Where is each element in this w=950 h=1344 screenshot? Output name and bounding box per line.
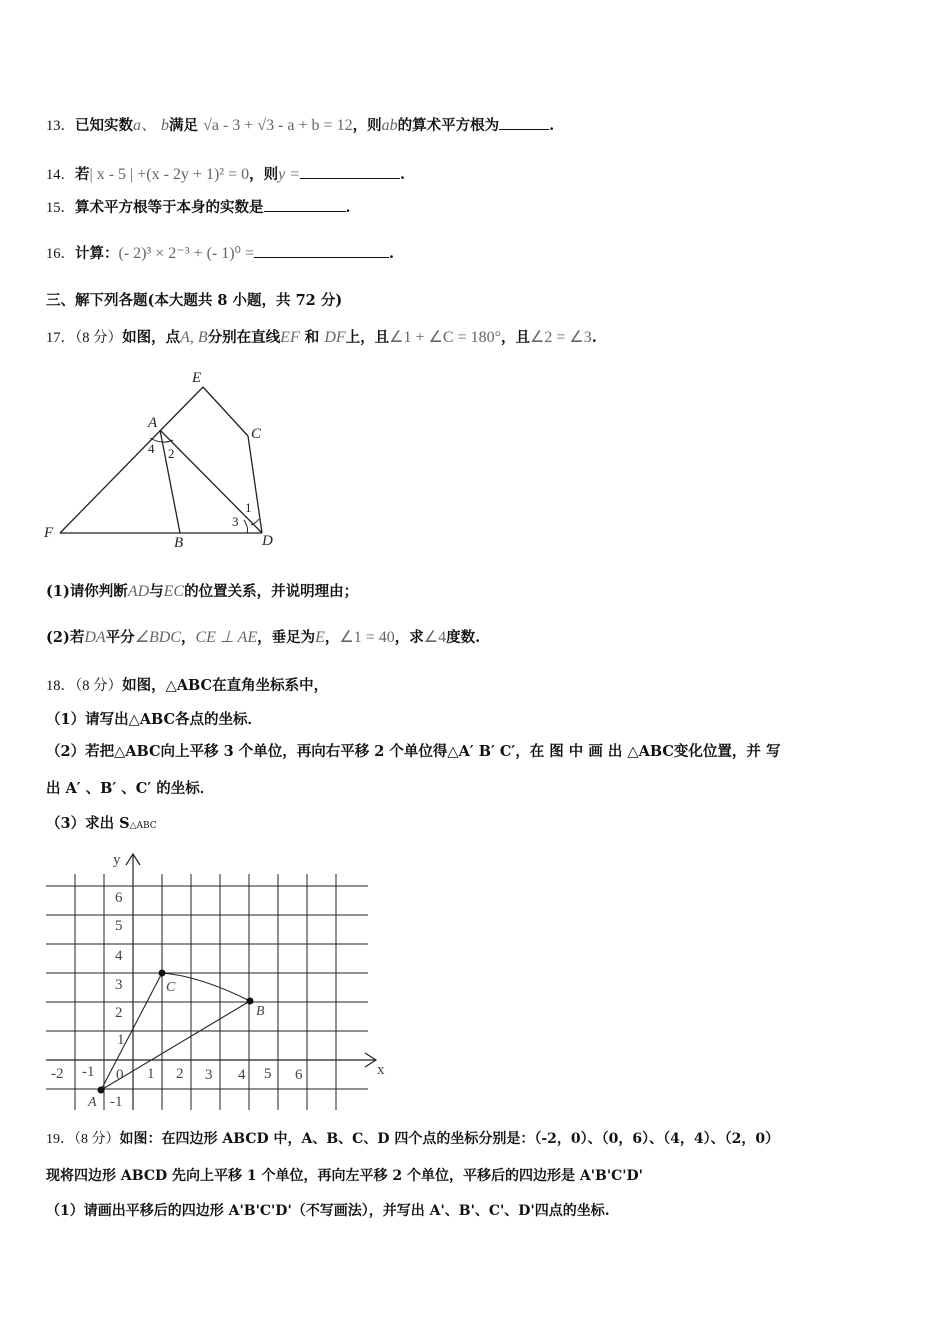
y-tick-4: 4 [115, 948, 123, 964]
coordinate-grid [40, 848, 400, 1113]
x-axis-label: x [377, 1062, 385, 1078]
angle-2: 2 [168, 446, 175, 461]
line-ec [203, 387, 248, 436]
q18-part2: （2）若把△ABC向上平移 3 个单位，再向右平移 2 个单位得△A′ B′ C′，在 图 中 画 出 △ABC变化位置，并 写 [46, 743, 781, 760]
q18-part3: （3）求出 S△ABC [46, 815, 157, 832]
line-ad [160, 430, 262, 533]
answer-blank[interactable] [254, 243, 389, 258]
label-E: E [192, 370, 202, 386]
q17-figure [40, 365, 290, 555]
x-tick-0: 0 [116, 1067, 124, 1083]
label-point-B: B [256, 1004, 265, 1019]
question-14: 14．若| x - 5 | +(x - 2y + 1)² = 0，则y = . [46, 166, 406, 183]
point-A [98, 1087, 105, 1094]
y-tick-5: 5 [115, 918, 123, 934]
answer-blank[interactable] [499, 115, 549, 130]
y-tick-1: 1 [117, 1032, 125, 1048]
q19-line2: 现将四边形 ABCD 先向上平移 1 个单位，再向左平移 2 个单位，平移后的四边形是 A'B'C'D' [46, 1168, 643, 1184]
section-heading: 三、解下列各题(本大题共 8 小题，共 72 分) [46, 292, 343, 309]
label-A: A [148, 415, 158, 431]
question-16: 16．计算：(- 2)³ × 2⁻³ + (- 1)⁰ = . [46, 245, 395, 262]
x-tick-neg2: -2 [51, 1066, 64, 1082]
q19-part1: （1）请画出平移后的四边形 A'B'C'D'（不写画法），并写出 A'、B'、C'、D'四点的坐标. [46, 1203, 610, 1219]
q17-part2: (2)若DA平分∠BDC，CE ⊥ AE，垂足为E，∠1 = 40，求∠4度数. [46, 629, 481, 646]
x-tick-6: 6 [295, 1067, 303, 1083]
x-tick-2: 2 [176, 1066, 184, 1082]
y-axis-label: y [113, 852, 121, 868]
answer-blank[interactable] [264, 197, 346, 212]
answer-blank[interactable] [300, 164, 400, 179]
line-cd [248, 436, 262, 533]
angle-4: 4 [148, 441, 155, 456]
label-C: C [251, 426, 262, 442]
x-tick-4: 4 [238, 1067, 246, 1083]
question-19: 19．（8 分）如图：在四边形 ABCD 中，A、B、C、D 四个点的坐标分别是：（-2，0）、（0，6）、（4，4）、（2，0） [46, 1131, 780, 1147]
q18-part1: （1）请写出△ABC各点的坐标． [46, 711, 263, 728]
label-F: F [44, 525, 54, 541]
label-D: D [262, 533, 273, 549]
x-tick-5: 5 [264, 1066, 272, 1082]
label-point-A: A [88, 1095, 97, 1110]
q17-part1: (1)请你判断AD与EC的位置关系，并说明理由； [46, 583, 359, 600]
point-C [159, 970, 166, 977]
y-tick-6: 6 [115, 890, 123, 906]
line-fe [60, 387, 203, 533]
angle-1: 1 [245, 500, 252, 515]
question-18: 18．（8 分）如图，△ABC在直角坐标系中， [46, 677, 329, 694]
question-15: 15．算术平方根等于本身的实数是 . [46, 199, 351, 216]
q18-part2-cont: 出 A′ 、B′ 、C′ 的坐标． [46, 780, 215, 797]
label-point-C: C [166, 980, 176, 995]
point-B [247, 998, 254, 1005]
x-tick-3: 3 [205, 1067, 213, 1083]
question-17: 17．（8 分）如图，点A, B分别在直线EF 和 DF上，且∠1 + ∠C = 180°，且∠2 = ∠3. [46, 329, 597, 346]
x-tick-neg1: -1 [82, 1064, 95, 1080]
x-tick-1: 1 [147, 1066, 155, 1082]
question-13: 13．已知实数a、 b满足 √a - 3 + √3 - a + b = 12，则ab的算术平方根为 . [46, 117, 555, 134]
y-tick-neg1: -1 [110, 1094, 123, 1110]
angle-3: 3 [232, 514, 239, 529]
y-tick-3: 3 [115, 977, 123, 993]
y-tick-2: 2 [115, 1005, 123, 1021]
label-B: B [174, 535, 184, 551]
